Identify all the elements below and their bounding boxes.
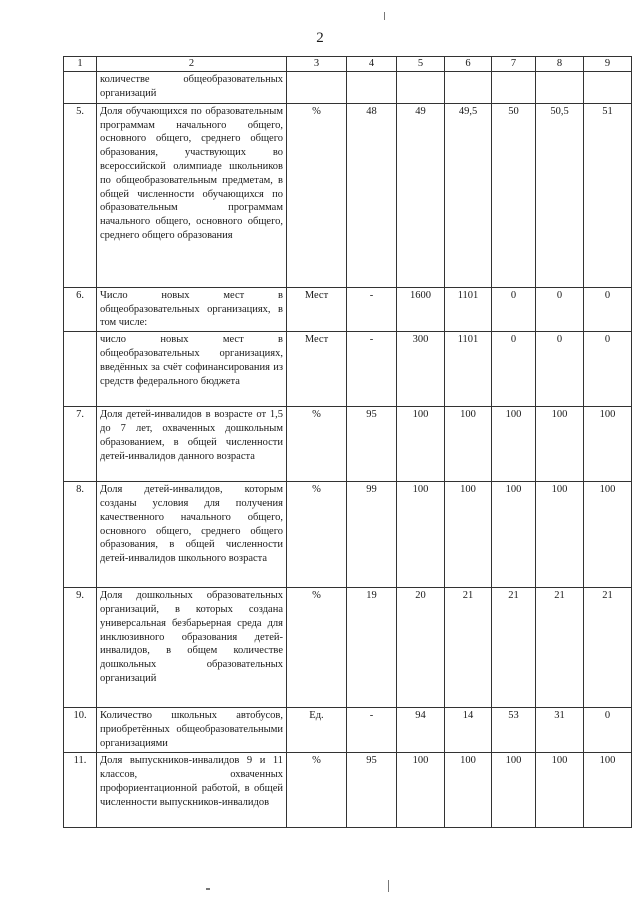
value-cell: 100 (584, 753, 632, 828)
table-row (64, 332, 632, 407)
unit-cell: Мест (287, 287, 347, 331)
unit-cell: % (287, 753, 347, 828)
header-col-3: 3 (287, 57, 347, 72)
row-number: 11. (64, 753, 97, 828)
row-number (64, 71, 97, 103)
table-row (64, 103, 632, 287)
value-cell (347, 71, 397, 103)
unit-cell: Мест (287, 332, 347, 407)
value-cell (536, 71, 584, 103)
value-cell: - (347, 287, 397, 331)
value-cell: 21 (492, 588, 536, 708)
table-row (64, 753, 632, 828)
table-row (64, 708, 632, 753)
header-col-4: 4 (347, 57, 397, 72)
value-cell (584, 71, 632, 103)
value-cell: 94 (397, 708, 445, 753)
row-number: 5. (64, 103, 97, 287)
indicator-text: Доля обучающихся по образовательным программам начального общего, основного общего, среднего общего образования, участвующих во всероссийской олимпиаде школьников по общеобразовательным предметам, в общей численности обучающихся по образовательным программам начального общего, основного общего, среднего общего образования (97, 103, 287, 287)
value-cell: 100 (445, 482, 492, 588)
value-cell: 0 (584, 708, 632, 753)
indicator-text: число новых мест в общеобразовательных организациях, введённых за счёт софинансирования из средств федерального бюджета (97, 332, 287, 407)
value-cell: 100 (492, 753, 536, 828)
indicator-text: Доля дошкольных образовательных организаций, в которых создана универсальная безбарьерная среда для инклюзивного образования детей-инвалидов, в общем количестве дошкольных образовательных организаций (97, 588, 287, 708)
indicator-text: Доля детей-инвалидов, которым созданы условия для получения качественного начального общего, основного общего, среднего общего образования, в общей численности детей-инвалидов школьного возраста (97, 482, 287, 588)
table-row (64, 287, 632, 331)
value-cell: 0 (584, 287, 632, 331)
header-col-6: 6 (445, 57, 492, 72)
row-number (64, 332, 97, 407)
value-cell: 0 (536, 287, 584, 331)
value-cell: 21 (445, 588, 492, 708)
table-row (64, 482, 632, 588)
value-cell: 100 (445, 407, 492, 482)
value-cell: 1101 (445, 332, 492, 407)
table-row (64, 71, 632, 103)
value-cell: 53 (492, 708, 536, 753)
value-cell (397, 71, 445, 103)
table-row (64, 407, 632, 482)
value-cell: 1600 (397, 287, 445, 331)
unit-cell: % (287, 407, 347, 482)
header-col-9: 9 (584, 57, 632, 72)
indicator-text: Доля детей-инвалидов в возрасте от 1,5 до 7 лет, охваченных дошкольным образованием, в общей численности детей-инвалидов данного возраста (97, 407, 287, 482)
value-cell: 51 (584, 103, 632, 287)
value-cell: 100 (536, 753, 584, 828)
scan-mark (206, 888, 210, 890)
value-cell: 100 (584, 482, 632, 588)
header-col-8: 8 (536, 57, 584, 72)
value-cell: 20 (397, 588, 445, 708)
unit-cell: % (287, 103, 347, 287)
row-number: 8. (64, 482, 97, 588)
header-row (64, 57, 632, 72)
value-cell: 50,5 (536, 103, 584, 287)
indicator-text: Доля выпускников-инвалидов 9 и 11 классов, охваченных профориентационной работой, в общей численности выпускников-инвалидов (97, 753, 287, 828)
value-cell: 0 (536, 332, 584, 407)
header-col-7: 7 (492, 57, 536, 72)
indicators-table (63, 56, 632, 828)
row-number: 6. (64, 287, 97, 331)
value-cell: - (347, 708, 397, 753)
value-cell: 1101 (445, 287, 492, 331)
value-cell: 100 (445, 753, 492, 828)
value-cell: 50 (492, 103, 536, 287)
value-cell: 99 (347, 482, 397, 588)
value-cell (492, 71, 536, 103)
unit-cell: % (287, 588, 347, 708)
value-cell: 100 (397, 407, 445, 482)
value-cell: 19 (347, 588, 397, 708)
header-col-2: 2 (97, 57, 287, 72)
row-number: 9. (64, 588, 97, 708)
value-cell: 14 (445, 708, 492, 753)
page-number: 2 (316, 30, 324, 46)
value-cell: 95 (347, 753, 397, 828)
value-cell: 49,5 (445, 103, 492, 287)
value-cell (445, 71, 492, 103)
value-cell: 100 (397, 753, 445, 828)
value-cell: 0 (584, 332, 632, 407)
table-row (64, 588, 632, 708)
indicator-text: Число новых мест в общеобразовательных организациях, в том числе: (97, 287, 287, 331)
value-cell: 100 (492, 407, 536, 482)
table-header (64, 57, 632, 72)
value-cell: 100 (536, 407, 584, 482)
value-cell: 100 (584, 407, 632, 482)
value-cell: 300 (397, 332, 445, 407)
header-col-1: 1 (64, 57, 97, 72)
row-number: 7. (64, 407, 97, 482)
value-cell: - (347, 332, 397, 407)
indicator-text: количестве общеобразовательных организаций (97, 71, 287, 103)
value-cell: 48 (347, 103, 397, 287)
unit-cell: % (287, 482, 347, 588)
unit-cell: Ед. (287, 708, 347, 753)
value-cell: 21 (536, 588, 584, 708)
value-cell: 49 (397, 103, 445, 287)
value-cell: 0 (492, 287, 536, 331)
unit-cell (287, 71, 347, 103)
scan-mark (388, 880, 389, 892)
value-cell: 100 (536, 482, 584, 588)
scan-mark (384, 12, 385, 20)
header-col-5: 5 (397, 57, 445, 72)
value-cell: 100 (397, 482, 445, 588)
indicator-text: Количество школьных автобусов, приобретённых общеобразовательными организациями (97, 708, 287, 753)
row-number: 10. (64, 708, 97, 753)
value-cell: 95 (347, 407, 397, 482)
value-cell: 0 (492, 332, 536, 407)
value-cell: 21 (584, 588, 632, 708)
value-cell: 31 (536, 708, 584, 753)
value-cell: 100 (492, 482, 536, 588)
